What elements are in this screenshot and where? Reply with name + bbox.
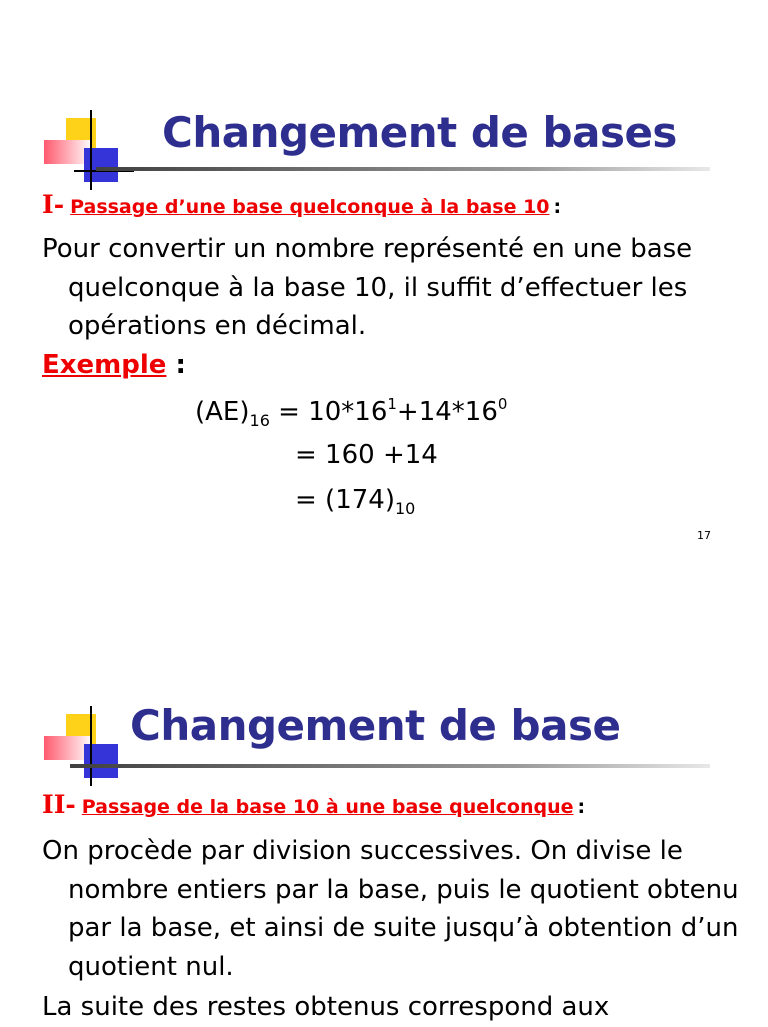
slide-title: Changement de bases (162, 108, 677, 157)
title-rule (96, 167, 710, 171)
remainders-paragraph: La suite des restes obtenus correspond aux (42, 992, 610, 1022)
example-colon: : (166, 350, 186, 380)
equation-base: (AE) (195, 397, 250, 427)
section-colon: : (577, 796, 586, 818)
page-number: 17 (697, 529, 711, 542)
section-title: Passage de la base 10 à une base quelconque (81, 796, 574, 818)
slide-title: Changement de base (130, 701, 621, 750)
title-rule (70, 764, 710, 768)
equation-exponent-2: 0 (497, 395, 508, 413)
section-title: Passage d’une base quelconque à la base 10 (70, 196, 550, 218)
example-label (42, 350, 186, 380)
slide-logo-icon (44, 110, 144, 190)
slide-2 (0, 600, 768, 1024)
intro-paragraph: Pour convertir un nombre représenté en une base quelconque à la base 10, il suffit d’effectuer les opérations en décimal. (42, 234, 693, 341)
slide-logo-icon (44, 706, 144, 786)
section-heading (42, 790, 585, 819)
section-number: I- (42, 190, 65, 219)
method-paragraph: On procède par division successives. On divise le nombre entiers par la base, puis le quotient obtenu par la base, et ainsi de suite jusqu’à obtention d’un quotient nul. (42, 836, 739, 982)
equation-line-2: = 160 +14 (295, 440, 438, 470)
equation-term-1: = 10*16 (269, 397, 388, 427)
equation-term-2: +14*16 (396, 397, 498, 427)
equation-base-subscript: 16 (249, 411, 270, 430)
equation-result: = (174) (295, 485, 395, 515)
equation-result-subscript: 10 (394, 499, 416, 518)
section-number: II- (42, 790, 76, 819)
equation-exponent-1: 1 (387, 395, 397, 413)
equation-line-1 (195, 395, 507, 430)
example-word: Exemple (42, 350, 167, 380)
section-colon: : (553, 196, 562, 218)
section-heading (42, 190, 561, 219)
equation-line-3 (295, 485, 415, 518)
